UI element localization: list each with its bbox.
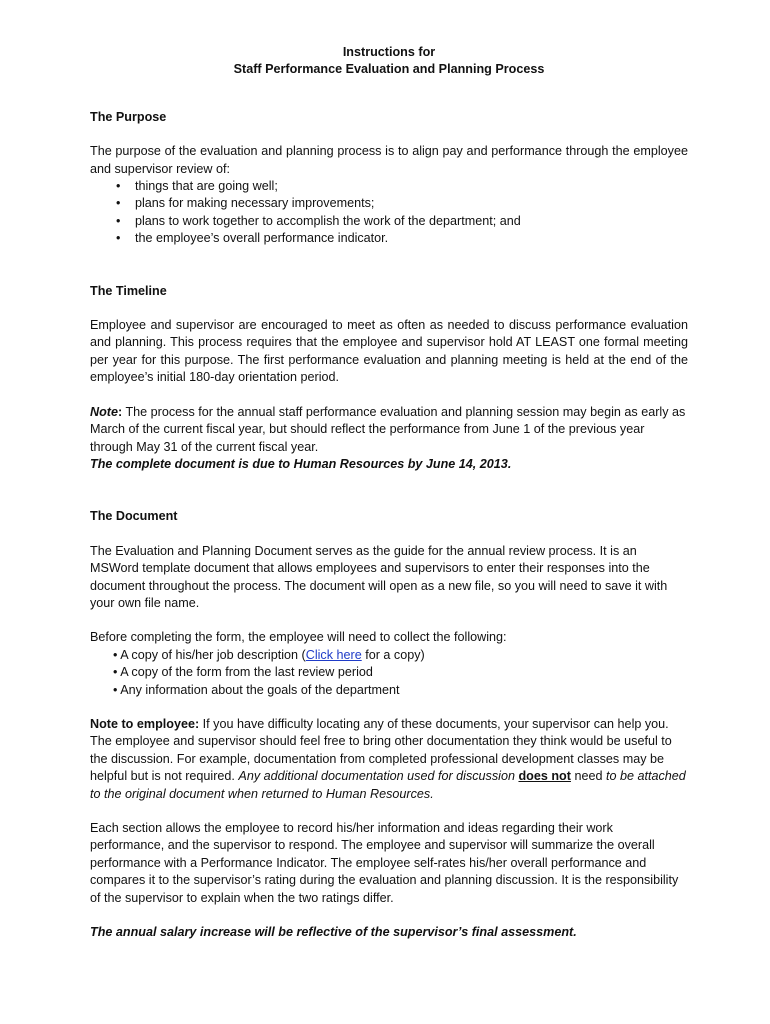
- employee-note: [90, 716, 688, 803]
- collect-list: [90, 647, 688, 699]
- job-description-link[interactable]: Click here: [305, 647, 362, 662]
- list-item: • things that are going well;: [116, 178, 688, 195]
- list-item: • the employee’s overall performance indicator.: [116, 230, 688, 247]
- note-label: Note: [90, 404, 118, 419]
- note-colon: :: [118, 404, 123, 419]
- section-paragraph: Each section allows the employee to record his/her information and ideas regarding their work performance, and the supervisor to respond. The employee and supervisor will summarize the overall performance with a Performance Indicator. The employee self-rates his/her overall performance and compares it to the supervisor’s rating during the evaluation and planning discussion. It is the responsibility of the supervisor to explain when the two ratings differ.: [90, 821, 679, 905]
- collect-intro: Before completing the form, the employee will need to collect the following:: [90, 630, 507, 645]
- item-text: • A copy of his/her job description (: [113, 647, 306, 662]
- closing-statement: The annual salary increase will be reflective of the supervisor’s final assessment.: [90, 925, 577, 940]
- note-italic: Any additional documentation used for discussion: [238, 769, 519, 784]
- title-line-1: Instructions for: [342, 45, 436, 59]
- note-italic: to be attached to the original document when returned to Human Resources.: [90, 769, 686, 801]
- purpose-heading: The Purpose: [90, 109, 167, 124]
- note-text: The process for the annual staff performance evaluation and planning session may begin as early as March of the current fiscal year, but should reflect the performance from June 1 of the previous year through May 31 of the current fiscal year.: [90, 404, 686, 454]
- list-item: [113, 647, 688, 664]
- list-item: • A copy of the form from the last review period: [113, 665, 373, 680]
- document-paragraph: The Evaluation and Planning Document serves as the guide for the annual review process. It is an MSWord template document that allows employees and supervisors to enter their responses into the document throughout the process. The document will open as a new file, so you will need to save it with your own file name.: [90, 543, 668, 610]
- note-need: need: [570, 769, 606, 784]
- title-line-2: Staff Performance Evaluation and Planning Process: [233, 62, 545, 77]
- document-page: [90, 44, 688, 941]
- timeline-paragraph: Employee and supervisor are encouraged to meet as often as needed to discuss performance evaluation and planning. This process requires that the employee and supervisor hold AT LEAST one formal meeting per year for this purpose. The first performance evaluation and planning meeting is held at the end of the employee’s initial 180-day orientation period.: [90, 318, 688, 385]
- note-label: Note to employee:: [90, 716, 200, 731]
- list-item: • plans for making necessary improvements;: [116, 195, 688, 212]
- list-item: • plans to work together to accomplish the work of the department; and: [116, 213, 688, 230]
- timeline-heading: The Timeline: [90, 283, 167, 298]
- item-text: for a copy): [361, 647, 425, 662]
- timeline-note: [90, 404, 688, 456]
- purpose-list: [90, 178, 688, 248]
- list-item: • Any information about the goals of the department: [113, 682, 400, 697]
- purpose-intro: The purpose of the evaluation and planning process is to align pay and performance through the employee and supervisor review of:: [90, 144, 688, 176]
- note-text: If you have difficulty locating any of these documents, your supervisor can help you. The employee and supervisor should feel free to bring other documentation they think would be useful to the discussion. For example, documentation from completed professional development classes may be helpful but is not required.: [90, 716, 672, 784]
- does-not-emphasis: does not: [518, 769, 571, 784]
- document-heading: The Document: [90, 509, 178, 524]
- due-date-statement: The complete document is due to Human Resources by June 14, 2013.: [90, 456, 512, 471]
